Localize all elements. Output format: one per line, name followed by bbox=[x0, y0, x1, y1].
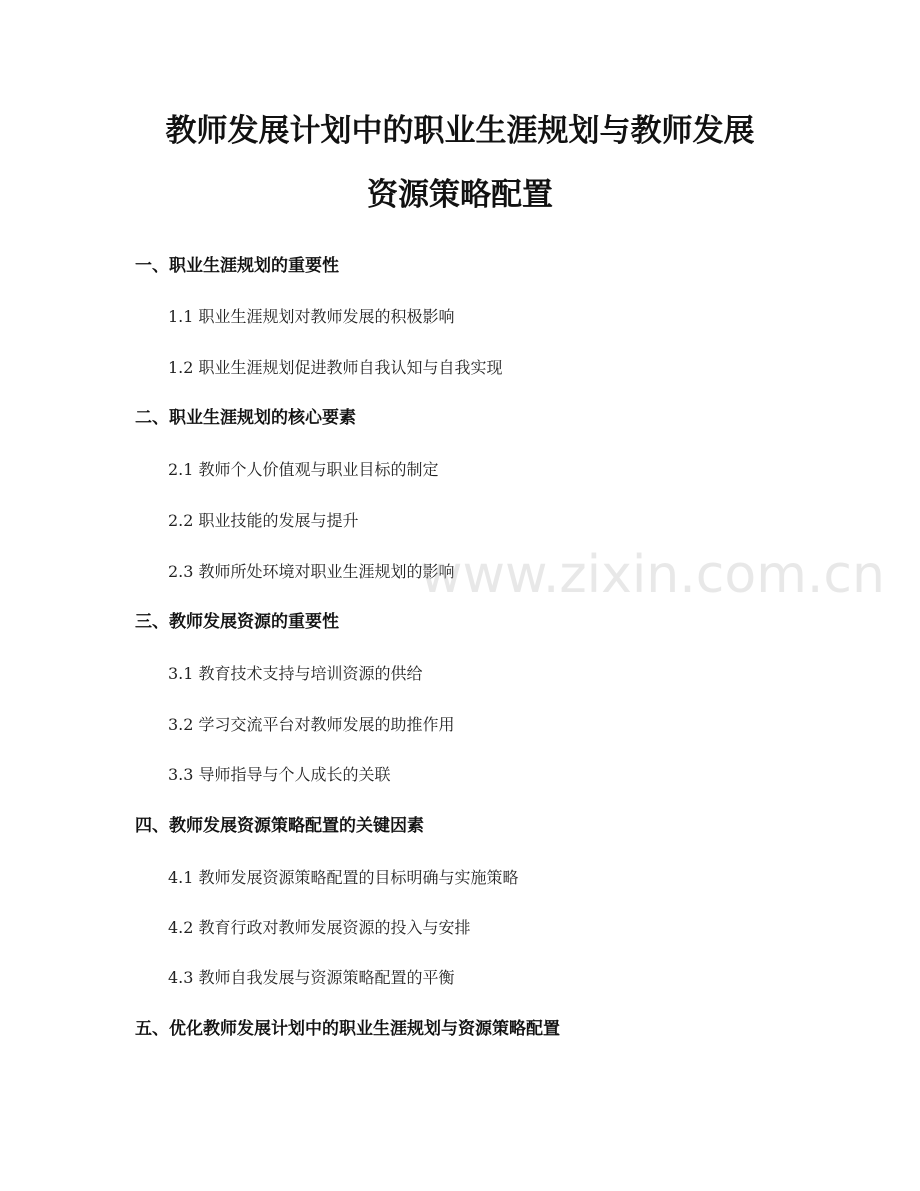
list-item-3-1: 3.1 教育技术支持与培训资源的供给 bbox=[168, 664, 423, 683]
list-item-4-3: 4.3 教师自我发展与资源策略配置的平衡 bbox=[168, 968, 455, 987]
list-item-4-1: 4.1 教师发展资源策略配置的目标明确与实施策略 bbox=[168, 868, 519, 887]
watermark-text: www.zixin.com.cn bbox=[420, 545, 885, 605]
list-item-4-2: 4.2 教育行政对教师发展资源的投入与安排 bbox=[168, 918, 471, 937]
list-item-3-2: 3.2 学习交流平台对教师发展的助推作用 bbox=[168, 715, 455, 734]
list-item-2-2: 2.2 职业技能的发展与提升 bbox=[168, 511, 359, 530]
section-heading-1: 一、职业生涯规划的重要性 bbox=[135, 256, 339, 276]
list-item-1-1: 1.1 职业生涯规划对教师发展的积极影响 bbox=[168, 307, 455, 326]
list-item-1-2: 1.2 职业生涯规划促进教师自我认知与自我实现 bbox=[168, 358, 503, 377]
list-item-2-1: 2.1 教师个人价值观与职业目标的制定 bbox=[168, 460, 439, 479]
list-item-2-3: 2.3 教师所处环境对职业生涯规划的影响 bbox=[168, 562, 455, 581]
document-title-line-2: 资源策略配置 bbox=[367, 177, 553, 213]
section-heading-3: 三、教师发展资源的重要性 bbox=[135, 612, 339, 632]
section-heading-5: 五、优化教师发展计划中的职业生涯规划与资源策略配置 bbox=[135, 1019, 560, 1039]
list-item-3-3: 3.3 导师指导与个人成长的关联 bbox=[168, 765, 391, 784]
document-title-line-1: 教师发展计划中的职业生涯规划与教师发展 bbox=[165, 113, 755, 149]
section-heading-2: 二、职业生涯规划的核心要素 bbox=[135, 408, 356, 428]
section-heading-4: 四、教师发展资源策略配置的关键因素 bbox=[135, 816, 424, 836]
